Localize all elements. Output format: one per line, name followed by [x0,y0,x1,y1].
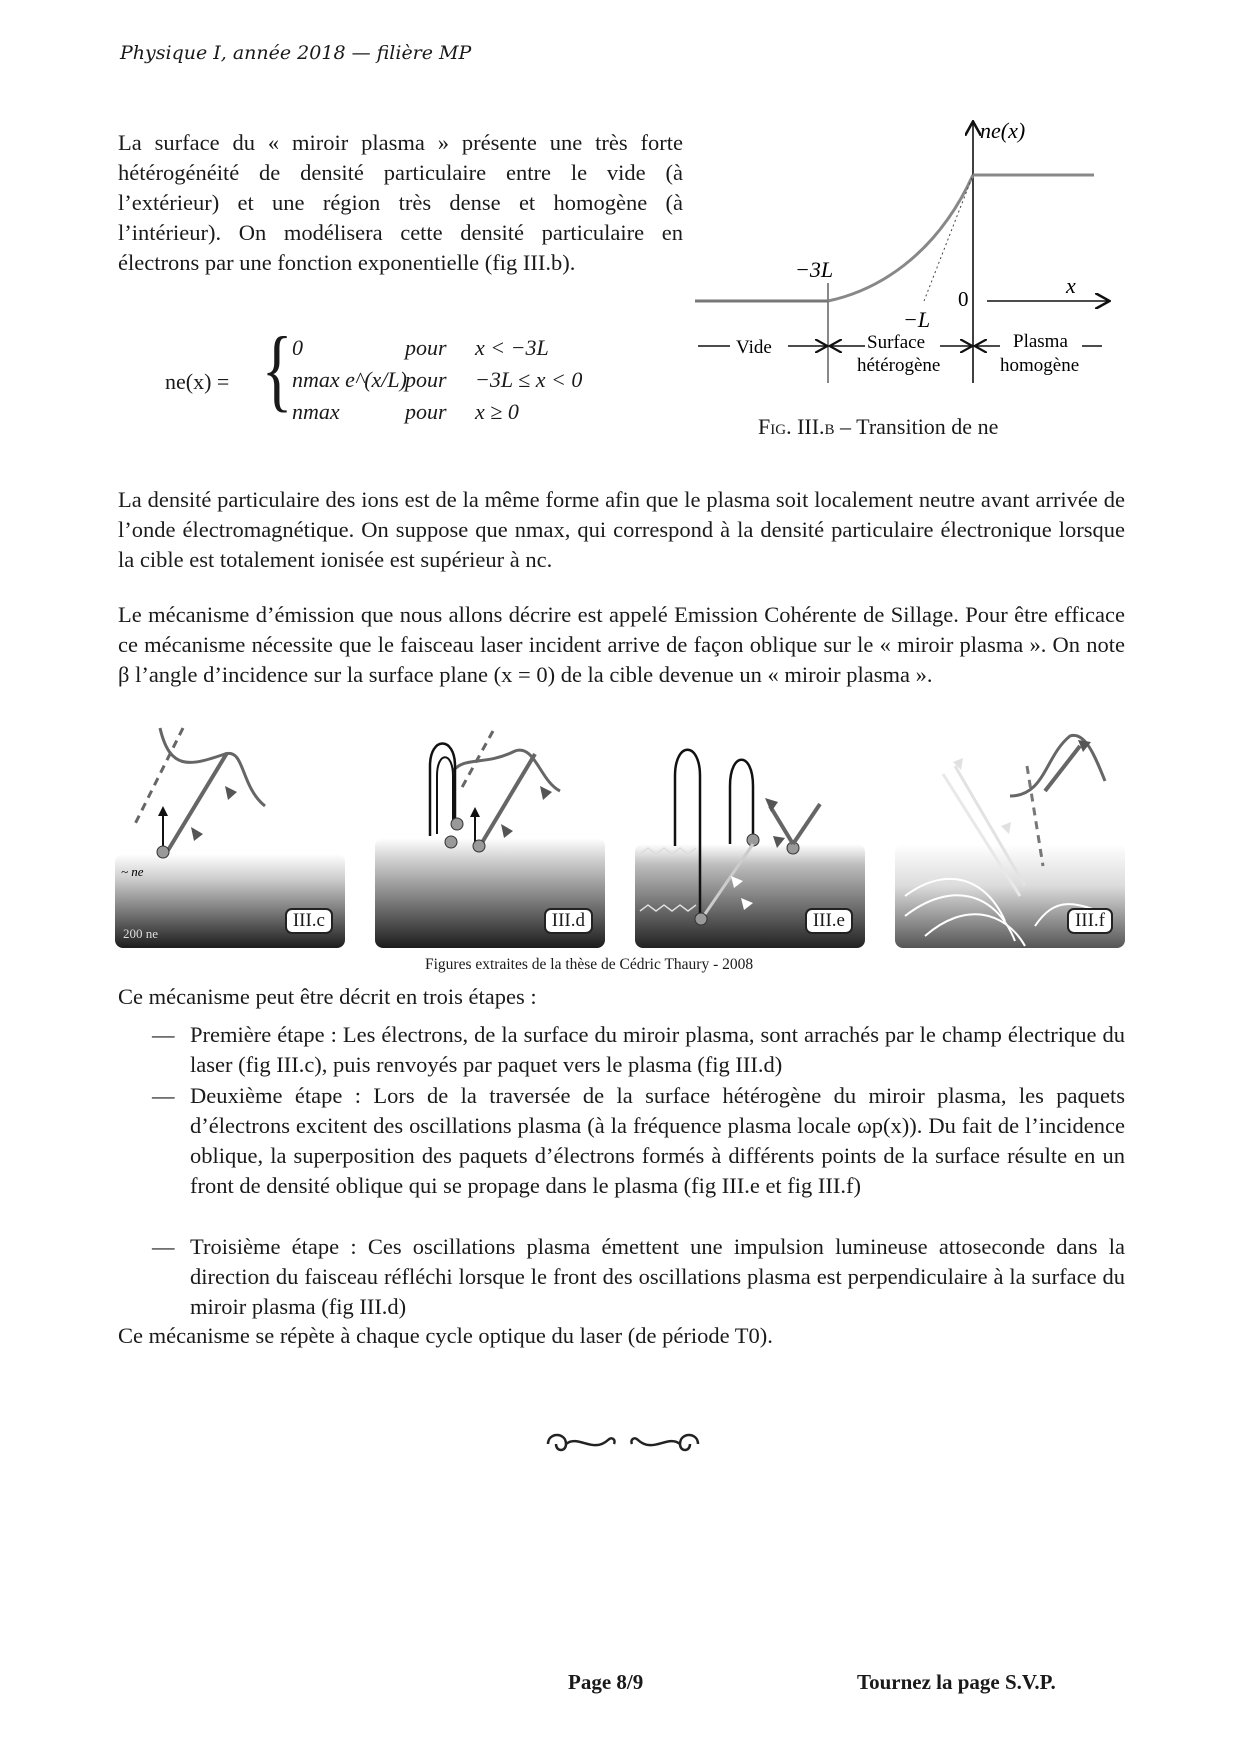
incident-beam-dashed [135,728,183,824]
step-text: Première étape : Les électrons, de la surface du miroir plasma, sont arrachés par le champ électrique du laser (fig III.c), puis renvoyés par paquet vers le plasma (fig III.d) [190,1022,1125,1077]
region-surface-label: hétérogène [857,355,941,376]
equation-lhs: ne(x) = [165,369,230,394]
electron-dot [473,840,485,852]
region-surface-label: Surface [867,332,926,353]
reflected-beam [793,804,820,844]
y-axis-label: ne(x) [980,118,1026,143]
region-vide-label: Vide [736,337,772,358]
intro-paragraph: La surface du « miroir plasma » présente une très forte hétérogénéité de densité particulaire entre le vide (à l’extérieur) et une région très dense et homogène (à l’intérieur). On modélisera cette densité particulaire en électrons par une fonction exponentielle (fig III.b). [118,130,683,275]
equation-brace: { [261,318,293,420]
step-text: Deuxième étape : Lors de la traversée de la surface hétérogène du miroir plasma, les paquets d’électrons excitent des oscillations plasma (à la fréquence plasma locale ωp(x)). Du fait de l’incidence oblique, la superposition des paquets d’électrons formés à différents points de la surface résulte en un front de densité oblique qui se propage dans le plasma (fig III.e et fig III.f) [190,1083,1125,1198]
arrow-head-icon [765,798,778,812]
electron-dot [695,913,707,925]
reflected-beam [1045,746,1080,791]
arrow-head-icon [501,824,513,838]
panel-tag: III.d [544,908,593,934]
panel-iii-d [375,726,605,948]
density-label-bottom: 200 ne [123,926,159,941]
region-plasma-label: homogène [1000,355,1080,376]
figure-caption [758,414,998,440]
figure-caption-text: Transition de ne [856,414,999,439]
equation-case-value: nmax [292,399,340,424]
equation-case-word: pour [405,335,447,360]
region-plasma-label: Plasma [1013,331,1068,352]
panel-tag: III.e [805,908,853,934]
density-curve-exponential [828,175,973,301]
panel-tag: III.c [285,908,333,934]
equation-case-word: pour [405,367,447,392]
laser-wave [1010,735,1105,796]
running-header: Physique I, année 2018 — filière MP [120,42,472,64]
equation-case-condition: −3L ≤ x < 0 [475,367,583,392]
list-item [152,1081,1125,1201]
electron-trajectory [730,760,753,844]
electron-dot [157,846,169,858]
equation-case-word: pour [405,399,447,424]
equation-case-condition: x ≥ 0 [475,399,519,424]
page-number: Page 8/9 [568,1670,644,1694]
tick-minus-3L: −3L [795,257,834,282]
arrow-head-icon [191,827,203,841]
paragraph-mechanism: Le mécanisme d’émission que nous allons décrire est appelé Emission Cohérente de Sillage. Pour être efficace ce mécanisme nécessite que le faisceau laser incident arrive de façon oblique sur le « miroir plasma ». On note β l’angle d’incidence sur la surface plane (x = 0) de la cible devenue un « miroir plasma ». [118,602,1125,687]
arrow-up-icon [158,806,168,816]
density-label-top: ~ ne [121,864,144,879]
tick-minus-L: −L [903,307,931,332]
tick-zero: 0 [958,287,969,311]
arrow-head-icon [540,786,552,800]
list-dash: — [152,1022,175,1047]
panel-iii-c [115,726,345,948]
arrow-head-icon [1001,822,1011,834]
list-dash: — [152,1083,175,1108]
x-axis-label: x [1066,273,1076,298]
final-sentence: Ce mécanisme se répète à chaque cycle optique du laser (de période T0). [118,1323,773,1348]
equation-case-condition: x < −3L [475,335,549,360]
laser-wave [453,750,560,791]
electron-trajectory [437,757,453,834]
panel-tag: III.f [1067,908,1113,934]
steps-intro: Ce mécanisme peut être décrit en trois étapes : [118,984,537,1009]
equation-case-value: nmax e^(x/L) [292,367,407,392]
figure-caption-label: Fig. III.b – [758,414,852,439]
density-equation [165,318,665,435]
equation-case-value: 0 [292,335,303,360]
arrow-up-icon [470,807,480,817]
figures-credit: Figures extraites de la thèse de Cédric Thaury - 2008 [425,956,754,973]
list-item [152,1020,1125,1080]
arrow-head-icon [225,786,237,800]
list-item [152,1232,1125,1322]
mechanism-panels [115,726,1125,956]
electron-dot [445,836,457,848]
paragraph-ions: La densité particulaire des ions est de la même forme afin que le plasma soit localement neutre avant arrivée de l’onde électromagnétique. On suppose que nmax, qui correspond à la densité particulaire électronique lorsque la cible est totalement ionisée est supérieur à nc. [118,487,1125,572]
ornament-icon [538,1426,708,1462]
step-text: Troisième étape : Ces oscillations plasma émettent une impulsion lumineuse attoseconde dans la direction du faisceau réfléchi lorsque le front des oscillations plasma est perpendiculaire à la surface du miroir plasma (fig III.d) [190,1234,1125,1319]
electron-dot [451,818,463,830]
list-dash: — [152,1234,175,1259]
panel-iii-f [895,726,1125,948]
turn-page-note: Tournez la page S.V.P. [857,1670,1056,1694]
density-transition-graph [690,118,1120,393]
panel-iii-e [635,726,865,948]
laser-wave [160,728,265,806]
